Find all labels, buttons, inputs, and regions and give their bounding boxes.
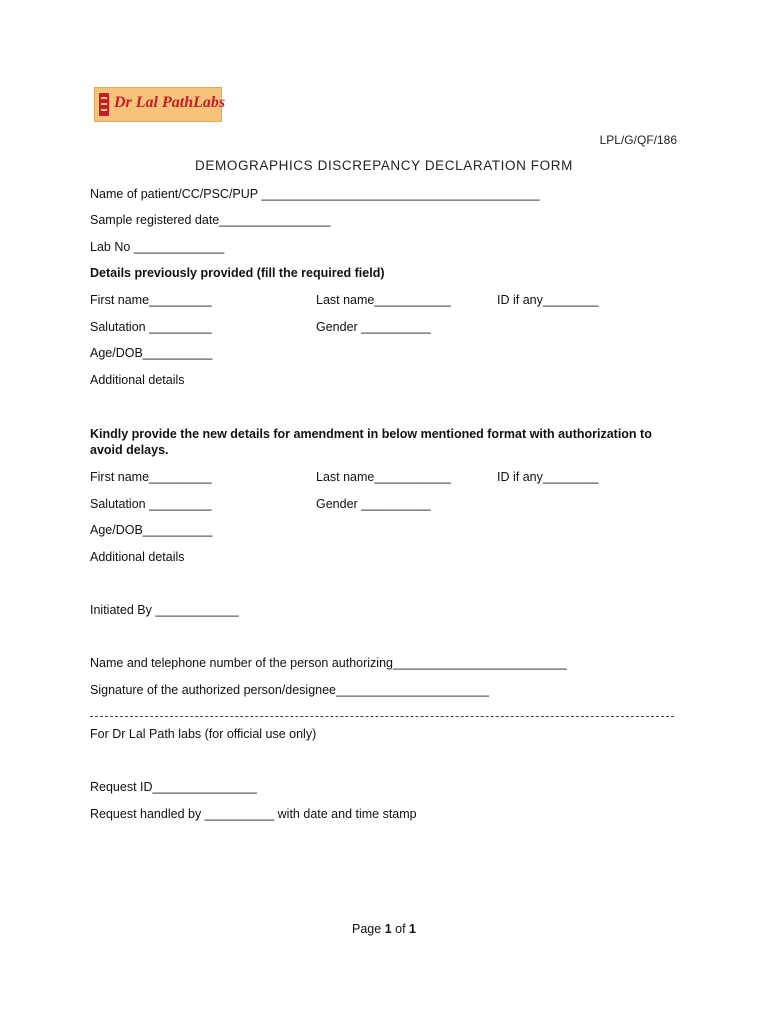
amend-last-name-field[interactable]: Last name___________ <box>316 470 451 484</box>
form-title: DEMOGRAPHICS DISCREPANCY DECLARATION FORM <box>195 158 573 173</box>
amend-gender-field[interactable]: Gender __________ <box>316 497 431 511</box>
amend-additional-details[interactable]: Additional details <box>90 550 185 564</box>
page-prefix: Page <box>352 922 385 936</box>
page-number <box>0 922 768 936</box>
authorizer-field[interactable]: Name and telephone number of the person authorizing_________________________ <box>90 656 567 670</box>
page-of: of <box>391 922 410 936</box>
previous-age-dob-field[interactable]: Age/DOB__________ <box>90 346 213 360</box>
patient-name-field[interactable]: Name of patient/CC/PSC/PUP ________________________________________ <box>90 187 540 201</box>
logo-text: Dr Lal PathLabs <box>114 94 226 111</box>
form-code: LPL/G/QF/186 <box>599 133 677 147</box>
previous-last-name-field[interactable]: Last name___________ <box>316 293 451 307</box>
amend-first-name-field[interactable]: First name_________ <box>90 470 212 484</box>
lab-no-field[interactable]: Lab No _____________ <box>90 240 225 254</box>
section-divider <box>90 716 674 717</box>
official-use-heading: For Dr Lal Path labs (for official use only) <box>90 727 317 741</box>
previous-additional-details[interactable]: Additional details <box>90 373 185 387</box>
previous-id-field[interactable]: ID if any________ <box>497 293 599 307</box>
page-total: 1 <box>409 922 416 936</box>
amend-id-field[interactable]: ID if any________ <box>497 470 599 484</box>
previous-salutation-field[interactable]: Salutation _________ <box>90 320 212 334</box>
amend-salutation-field[interactable]: Salutation _________ <box>90 497 212 511</box>
initiated-by-field[interactable]: Initiated By ____________ <box>90 603 239 617</box>
company-logo <box>94 87 226 122</box>
request-handled-field[interactable]: Request handled by __________ with date and time stamp <box>90 807 417 821</box>
previous-first-name-field[interactable]: First name_________ <box>90 293 212 307</box>
logo-mark-icon <box>99 93 109 116</box>
previous-details-heading: Details previously provided (fill the required field) <box>90 266 385 280</box>
page-current: 1 <box>384 922 392 936</box>
amend-age-dob-field[interactable]: Age/DOB__________ <box>90 523 213 537</box>
previous-gender-field[interactable]: Gender __________ <box>316 320 431 334</box>
amendment-heading: Kindly provide the new details for amendment in below mentioned format with authorization to avoid delays. <box>90 427 652 457</box>
sample-date-field[interactable]: Sample registered date________________ <box>90 213 331 227</box>
request-id-field[interactable]: Request ID_______________ <box>90 780 257 794</box>
signature-field[interactable]: Signature of the authorized person/designee______________________ <box>90 683 489 697</box>
